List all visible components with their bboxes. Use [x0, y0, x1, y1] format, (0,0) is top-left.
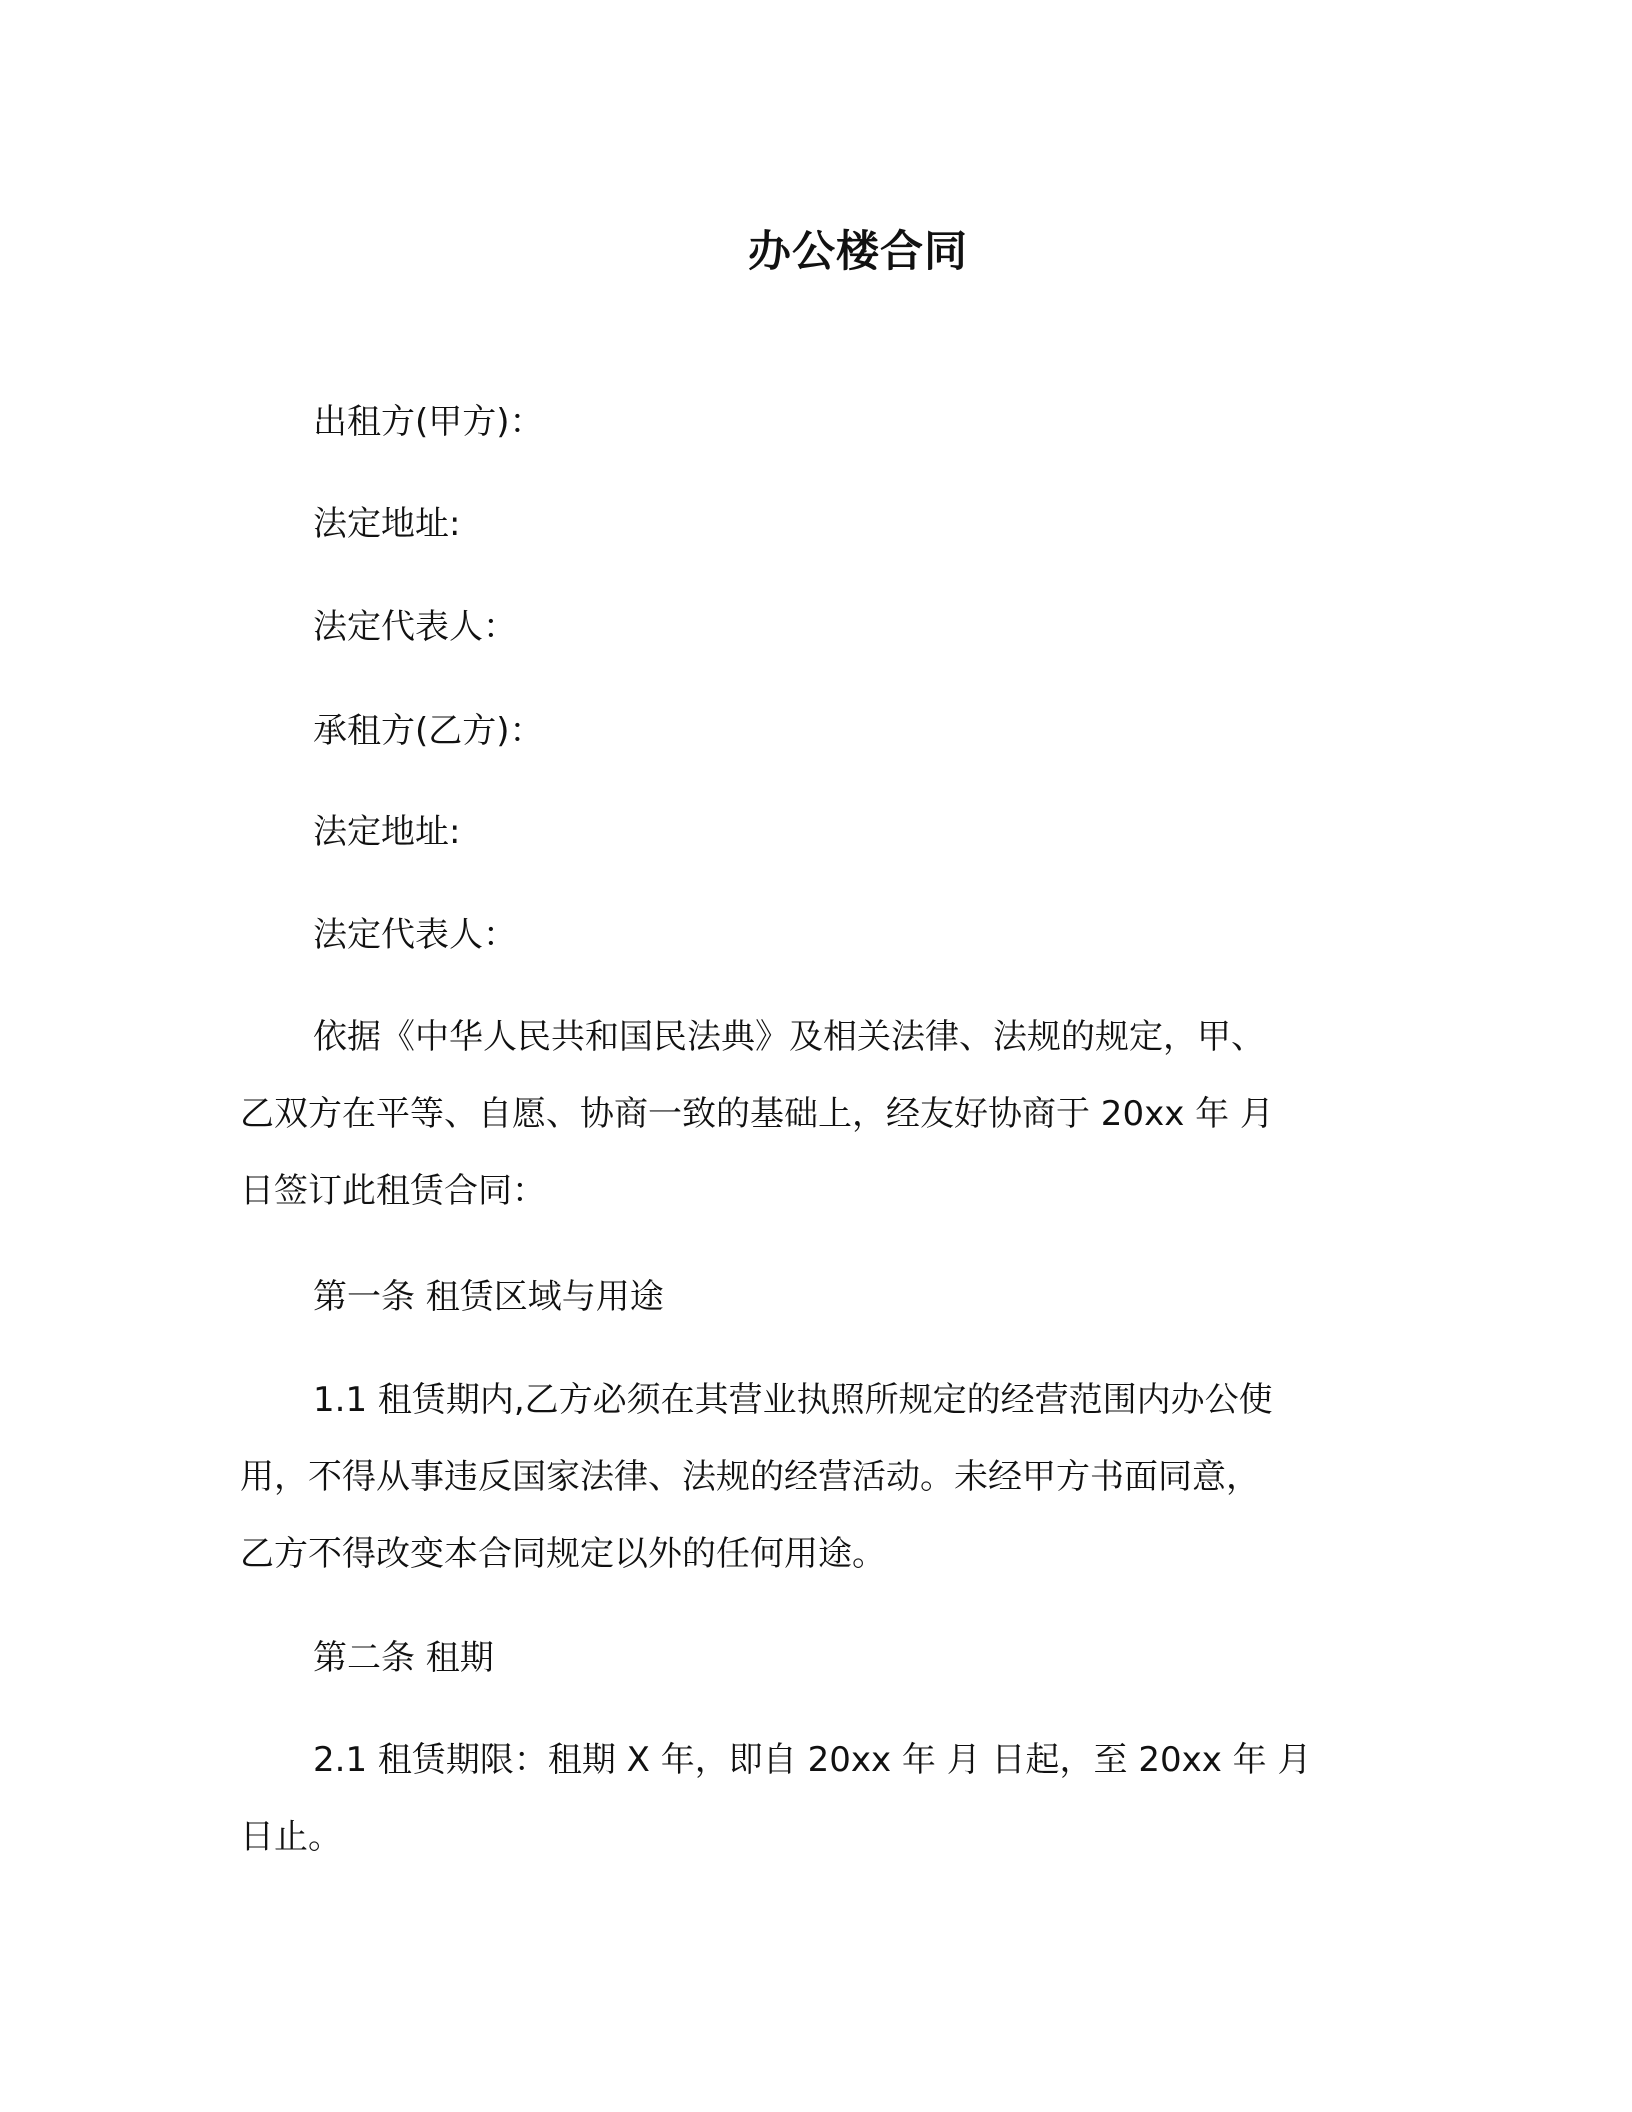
- clause-1-1-paragraph: [240, 1362, 1360, 1593]
- lessee-representative-label: 法定代表人：: [313, 915, 517, 955]
- preamble-paragraph: [240, 999, 1360, 1230]
- lessee-address-label: 法定地址:: [313, 812, 461, 852]
- article-2-heading: 第二条 租期: [313, 1638, 494, 1678]
- clause-2-1-paragraph: [240, 1722, 1360, 1876]
- clause-line: 用，不得从事违反国家法律、法规的经营活动。未经甲方书面同意，: [240, 1457, 1260, 1497]
- preamble-line: 乙双方在平等、自愿、协商一致的基础上，经友好协商于 20xx 年 月: [240, 1094, 1274, 1134]
- lessor-representative-label: 法定代表人：: [313, 607, 517, 647]
- article-1-heading: 第一条 租赁区域与用途: [313, 1277, 664, 1317]
- lessor-address-label: 法定地址:: [313, 504, 461, 544]
- lessor-label: 出租方(甲方)：: [313, 402, 544, 442]
- preamble-line: 日签订此租赁合同：: [240, 1171, 546, 1211]
- preamble-line: 依据《中华人民共和国民法典》及相关法律、法规的规定，甲、: [313, 1017, 1265, 1057]
- clause-line: 2.1 租赁期限：租期 X 年，即自 20xx 年 月 日起，至 20xx 年 月: [313, 1740, 1312, 1780]
- clause-line: 日止。: [240, 1817, 342, 1857]
- clause-line: 1.1 租赁期内,乙方必须在其营业执照所规定的经营范围内办公使: [313, 1380, 1273, 1420]
- clause-line: 乙方不得改变本合同规定以外的任何用途。: [240, 1534, 886, 1574]
- document-title: 办公楼合同: [748, 227, 968, 277]
- lessee-label: 承租方(乙方)：: [313, 711, 544, 751]
